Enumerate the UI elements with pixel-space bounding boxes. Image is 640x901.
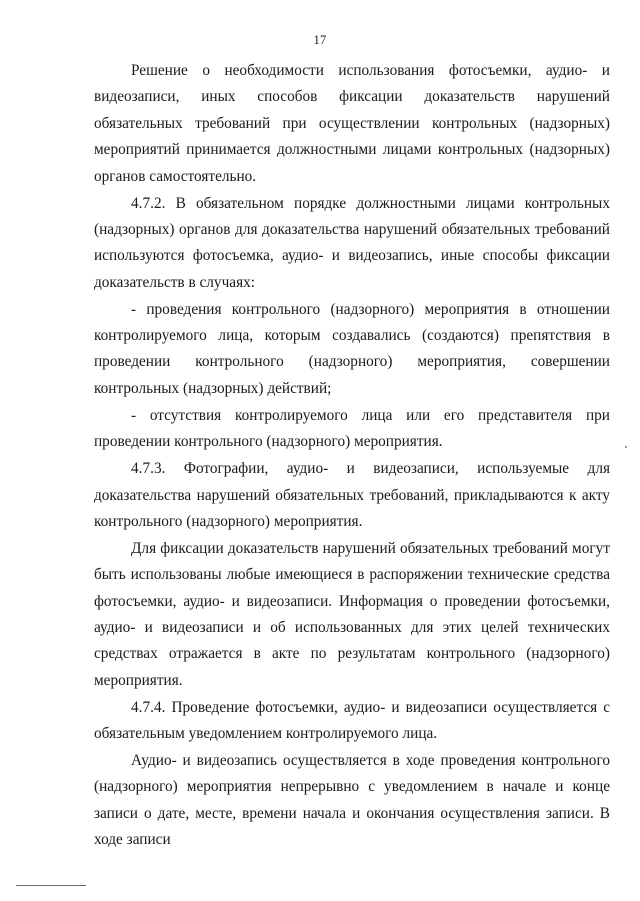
list-item-obstruction: - проведения контрольного (надзорного) мероприятия в отношении контролируемого лица, которым создавались (создаются) препятствия в проведении контрольного (надзорного) мероприятия, совершении контрольных (надзорных) действий; [94, 300, 610, 397]
paragraph-4-7-2: 4.7.2. В обязательном порядке должностными лицами контрольных (надзорных) органов для доказательства нарушений обязательных требований используются фотосъемка, аудио- и видеозапись, иные способы фиксации доказательств в случаях: [94, 194, 610, 291]
scan-speck [625, 446, 627, 448]
document-body [94, 58, 610, 854]
paragraph-technical-means: Для фиксации доказательств нарушений обязательных требований могут быть использованы любые имеющиеся в распоряжении технические средства фотосъемки, аудио- и видеозаписи. Информация о проведении фотосъемки, аудио- и видеозаписи и об использованных для этих целей технических средствах отражается в акте по результатам контрольного (надзорного) мероприятия. [94, 539, 610, 689]
paragraph-4-7-3: 4.7.3. Фотографии, аудио- и видеозаписи, используемые для доказательства нарушений обязательных требований, прикладываются к акту контрольного (надзорного) мероприятия. [94, 460, 610, 530]
page-number: 17 [313, 33, 327, 47]
paragraph-4-7-4: 4.7.4. Проведение фотосъемки, аудио- и видеозаписи осуществляется с обязательным уведомлением контролируемого лица. [94, 698, 610, 743]
list-item-absence: - отсутствия контролируемого лица или его представителя при проведении контрольного (надзорного) мероприятия. [94, 406, 610, 451]
footnote-rule [16, 885, 86, 886]
paragraph-photo-decision: Решение о необходимости использования фотосъемки, аудио- и видеозаписи, иных способов фиксации доказательств нарушений обязательных требований при осуществлении контрольных (надзорных) мероприятий принимается должностными лицами контрольных (надзорных) органов самостоятельно. [94, 62, 610, 185]
paragraph-continuous-recording: Аудио- и видеозапись осуществляется в ходе проведения контрольного (надзорного) мероприятия непрерывно с уведомлением в начале и конце записи о дате, месте, времени начала и окончания осуществления записи. В ходе записи [94, 752, 610, 849]
